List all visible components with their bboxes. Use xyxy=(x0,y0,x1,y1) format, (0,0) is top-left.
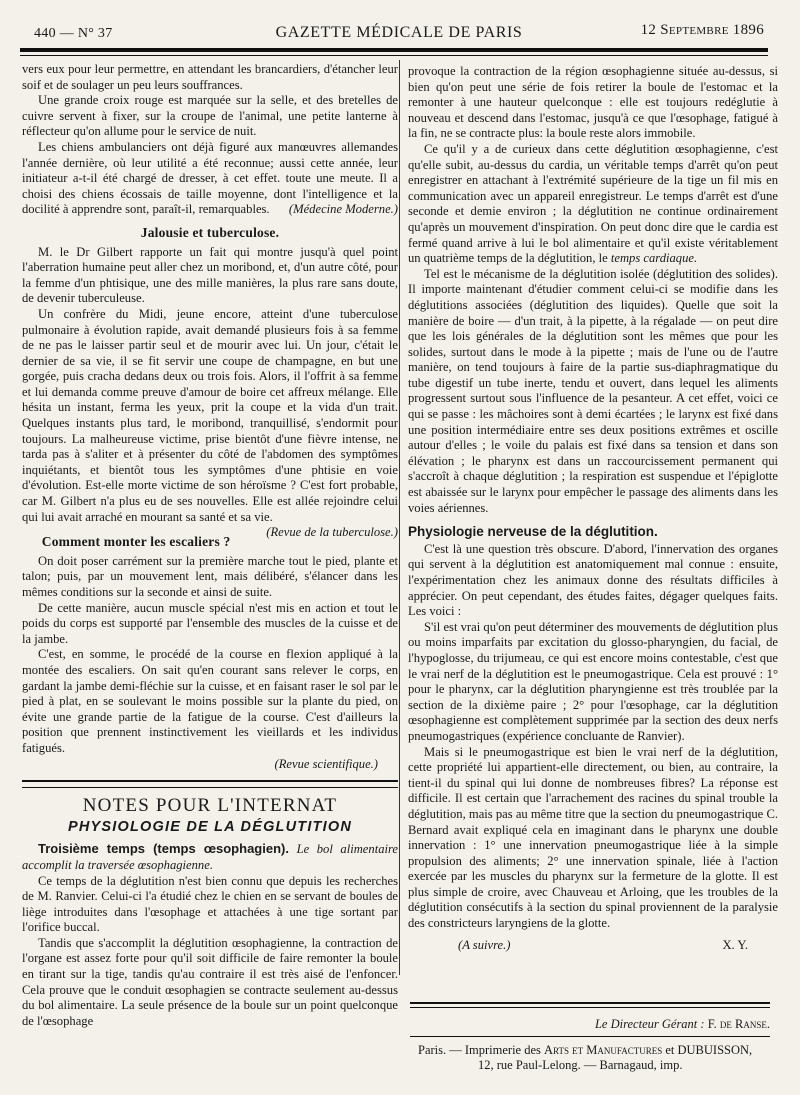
date-month: Septembre xyxy=(660,22,729,38)
paragraph: C'est là une question très obscure. D'abord, l'innervation des organes qui servent à la déglutition est anatomiquement mal connue : ensuite, l'expérimentation chez les animaux donne des résultats difficiles à apprécier. On peut cependant, des études faites, dégager quelques faits. Les voici : xyxy=(408,541,778,619)
source-citation: (Médecine Moderne.) xyxy=(288,202,398,217)
paragraph: M. le Dr Gilbert rapporte un fait qui montre jusqu'à quel point l'aberration humaine peut aller chez un moribond, et, d'un autre côté, pour la femme d'un phtisique, une des mille manières, la plus rare sans doute, de devenir tuberculeuse. xyxy=(22,244,398,306)
section-title: Jalousie et tuberculose. xyxy=(140,224,280,240)
director-line xyxy=(420,1017,770,1032)
header-rule-thick xyxy=(20,48,768,52)
printer-name: Arts et Manufactures xyxy=(544,1043,663,1057)
issue-date xyxy=(641,22,764,39)
director-label: Le Directeur Gérant : xyxy=(594,1017,705,1031)
paragraph: S'il est vrai qu'on peut déterminer des mouvements de déglutition plus ou moins imparfaits par excitation du glosso-pharyngien, du facial, de l'hypoglosse, du trijumeau, ce qui est encore moins contestable, c'est que le vrai nerf de la déglutition est le pneumogastrique. Cela est prouvé : 1° pour le pharynx, car la déglutition pharyngienne est très troublée par la section de la dixième paire ; 2° pour l'œsophage, car la déglutition œsophagienne est complètement supprimée par la section des deux nerfs pneumogastriques (expérience concluante de Ranvier). xyxy=(408,619,778,743)
paragraph: On doit poser carrément sur la première marche tout le pied, plante et talon; puis, par un mouvement lent, mais délibéré, s'élancer dans les mêmes conditions sur la seconde et ainsi de suite. xyxy=(22,553,398,599)
paragraph-text: Les chiens ambulanciers ont déjà figuré aux manœuvres allemandes l'année dernière, où leur utilité a été reconnue; aussi cette année, leur initiateur a-t-il été chargé de dresser, à cet effet. toute une meute. Il a choisi des chiens écossais de taille moyenne, dont l'intelligence et la docilité à apprendre sont, paraît-il, remarquables. xyxy=(22,139,398,217)
footer-rule xyxy=(410,1002,770,1004)
page-number: 440 xyxy=(34,26,56,41)
paragraph: Mais si le pneumogastrique est bien le vrai nerf de la déglutition, cette propriété lui appartient-elle directement, ou bien, au contraire, la tient-il du spinal qui lui donne de nombreuses fibres? La réponse est difficile. Il est certain que l'arrachement des racines du spinal trouble la déglutition, mais pas au même titre que la section du pneumogastrique C. Bernard avait expliqué cela en imaginant dans le pharynx une double innervation : 1° une innervation pneumogastrique liée à la simple propulsion des aliments; 2° une innervation spinale, liée à l'action exercée par les muscles du pharynx sur la fermeture de la glotte. Il est plus simple de croire, avec Chauveau et Arloing, que les troubles de la déglutition consécutifs à la section du spinal proviennent de la paralysie des constricteurs laryngiens de la glotte. xyxy=(408,744,778,931)
source-citation: (Revue scientifique.) xyxy=(274,756,378,771)
date-year: 1896 xyxy=(732,22,764,38)
printer-line-1 xyxy=(418,1043,778,1058)
paragraph: vers eux pour leur permettre, en attendant les brancardiers, d'étancher leur soif et de soulager un peu leurs souffrances. xyxy=(22,62,398,92)
paragraph: De cette manière, aucun muscle spécial n'est mis en action et tout le poids du corps est supporté par l'ensemble des muscles de la cuisse et de la jambe. xyxy=(22,600,398,646)
paragraph: Tandis que s'accomplit la déglutition œsophagienne, la contraction de l'organe est assez forte pour qu'il soit difficile de faire remonter la boule en tirant sur la tige, tandis qu'au contraire il est très aisé de l'enfoncer. Cela prouve que le conduit œsophagien se contracte seulement au-dessus du bol alimentaire. La seule présence de la boule sur un point quelconque de l'œsophage xyxy=(22,935,398,1028)
section-separator xyxy=(22,780,398,788)
article-signoff xyxy=(408,938,778,954)
section-title: Physiologie nerveuse de la déglutition. xyxy=(408,524,658,540)
printer-line-2: 12, rue Paul-Lelong. — Barnagaud, imp. xyxy=(478,1058,683,1072)
paragraph: C'est, en somme, le procédé de la course en flexion appliqué à la montée des escaliers. On sait qu'en courant sans relever le corps, en gardant la jambe demi-fléchie sur la cuisse, et en faisant raser le sol par le pied à plat, en se soulevant le moins possible sur la plante du pied, on évite une grande partie de la fatigue de la course. C'est d'ailleurs la position que prennent instinctivement les vieillards et les individus fatigués. xyxy=(22,647,398,755)
printer-text-2: et DUBUISSON, xyxy=(665,1043,753,1057)
paragraph xyxy=(22,140,398,218)
notes-title: NOTES POUR L'INTERNAT xyxy=(82,795,338,817)
paragraph xyxy=(22,306,398,540)
notes-subtitle: PHYSIOLOGIE DE LA DÉGLUTITION xyxy=(68,818,352,835)
header-rule-thin xyxy=(20,55,768,56)
source-citation: (Revue de la tuberculose.) xyxy=(266,525,398,540)
italic-term: temps cardiaque. xyxy=(610,251,698,266)
page-header xyxy=(34,22,764,44)
issue-number: — N° 37 xyxy=(59,26,113,41)
to-be-continued: (A suivre.) xyxy=(458,937,511,952)
paragraph: Ce temps de la déglutition n'est bien connu que depuis les recherches de M. Ranvier. Celui-ci l'a étudié chez le chien en se servant de boules de liège introduites dans l'œsophage et attachées à une tige sortant par l'orifice buccal. xyxy=(22,873,398,935)
subsection-subtitle: Le bol alimentaire accomplit la traversée œsophagienne. xyxy=(22,842,399,872)
left-column xyxy=(22,62,398,1029)
author-signature: X. Y. xyxy=(722,937,748,952)
paragraph-text: Un confrère du Midi, jeune encore, atteint d'une tuberculose pulmonaire à évolution rapide, avait demandé plusieurs fois à sa femme de ne pas le laisser partir seul et de mourir avec lui. Un jour, c'était le dernier de sa vie, il se fit servir une coupe de champagne, en but une gorgée, puis cracha dedans deux ou trois fois. Alors, il l'offrit à sa femme et lui demanda comme preuve d'amour de boire cet affreux mélange. Elle hésita un instant, ferma les yeux, prit la coupe et la vida d'un trait. Quelques instants plus tard, le moribond, tranquillisé, s'endormit pour toujours. La malheureuse victime, prise bientôt d'une fièvre intense, ne tarda pas à s'aliter et à présenter du côté de l'abdomen des symptômes inquiétants, et bientôt tous les symptômes d'une phtisie en voie d'évolution. Est-elle morte victime de son héroïsme ? C'est fort probable, car M. Gilbert n'a plus eu de ses nouvelles. Elle est allée rejoindre celui qui lui avait arraché en mourant sa santé et sa vie. xyxy=(22,306,398,524)
paragraph: Tel est le mécanisme de la déglutition isolée (déglutition des solides). Il importe maintenant d'étudier comment celui-ci se modifie dans les déglutitions associées (déglutition des liquides). Quelle que soit la manière de boire — d'un trait, à la pipette, à la régalade — on peut dire que les lois générales de la déglutition sont les mêmes que pour les solides, surtout dans le mode à la pipette ; mais de l'une ou de l'autre manière, on tend toujours à faire de la partie sus-diaphragmatique du tube digestif un tube inerte, tendu et ouvert, dans lequel les aliments progressent surtout sous l'influence de la pesanteur. A cet effet, voici ce qui se passe : les mâchoires sont à demi écartées ; le larynx est fixé dans une position intermédiaire entre ses deux positions extrêmes et oscille autour d'elles ; le voile du palais est fixé dans sa tension et dans son élévation ; le pharynx est dans un raccourcissement permanent qui s'accroît à chaque déglutition ; la respiration est suspendue et l'épiglotte est abaissée sur le larynx pour empêcher le passage des aliments dans les voies aériennes. xyxy=(408,266,778,515)
paragraph-text: Ce qu'il y a de curieux dans cette déglutition œsophagienne, c'est qu'elle subit, au-dessus du cardia, un véritable temps d'arrêt qu'on peut enregistrer en attachant à l'extrémité supérieure de la tige un fil mis en communication avec un appareil enregistreur. Le temps d'arrêt est d'une seconde et demie environ ; la déglutition ne continue ordinairement qu'après un mouvement d'inspiration. On peut donc dire que le cardia est fermé quand arrive à lui le bol alimentaire et qu'il existe véritablement un quatrième temps de la déglutition, le xyxy=(408,141,778,266)
printer-text: Paris. — Imprimerie des xyxy=(418,1043,541,1057)
column-divider xyxy=(399,60,400,975)
printer-imprint xyxy=(418,1043,778,1073)
date-day: 12 xyxy=(640,22,657,38)
section-title: Comment monter les escaliers ? xyxy=(41,534,231,550)
paragraph xyxy=(408,142,778,267)
footer-rule-thin xyxy=(410,1007,770,1008)
printer-rule xyxy=(410,1036,770,1037)
subsection-heading xyxy=(22,841,398,873)
subsection-title: Troisième temps (temps œsophagien). xyxy=(38,841,289,857)
paragraph: provoque la contraction de la région œsophagienne située au-dessus, si bien qu'on peut une série de fois retirer la boule de l'estomac et la remonter à une hauteur quelconque : elle est toujours redéglutie à nouveau et descend dans l'estomac, jusqu'à ce que l'œsophage, fatigué à la fin, ne se contracte plus: la boule reste alors immobile. xyxy=(408,64,778,141)
journal-title: GAZETTE MÉDICALE DE PARIS xyxy=(275,24,523,41)
director-name: F. de Ranse. xyxy=(707,1017,770,1031)
paragraph: Une grande croix rouge est marquée sur la selle, et des bretelles de cuivre servent à fixer, sur la croupe de l'animal, une petite lanterne à réflecteur qu'on allume pour le service de nuit. xyxy=(22,93,398,139)
right-column xyxy=(408,64,778,953)
